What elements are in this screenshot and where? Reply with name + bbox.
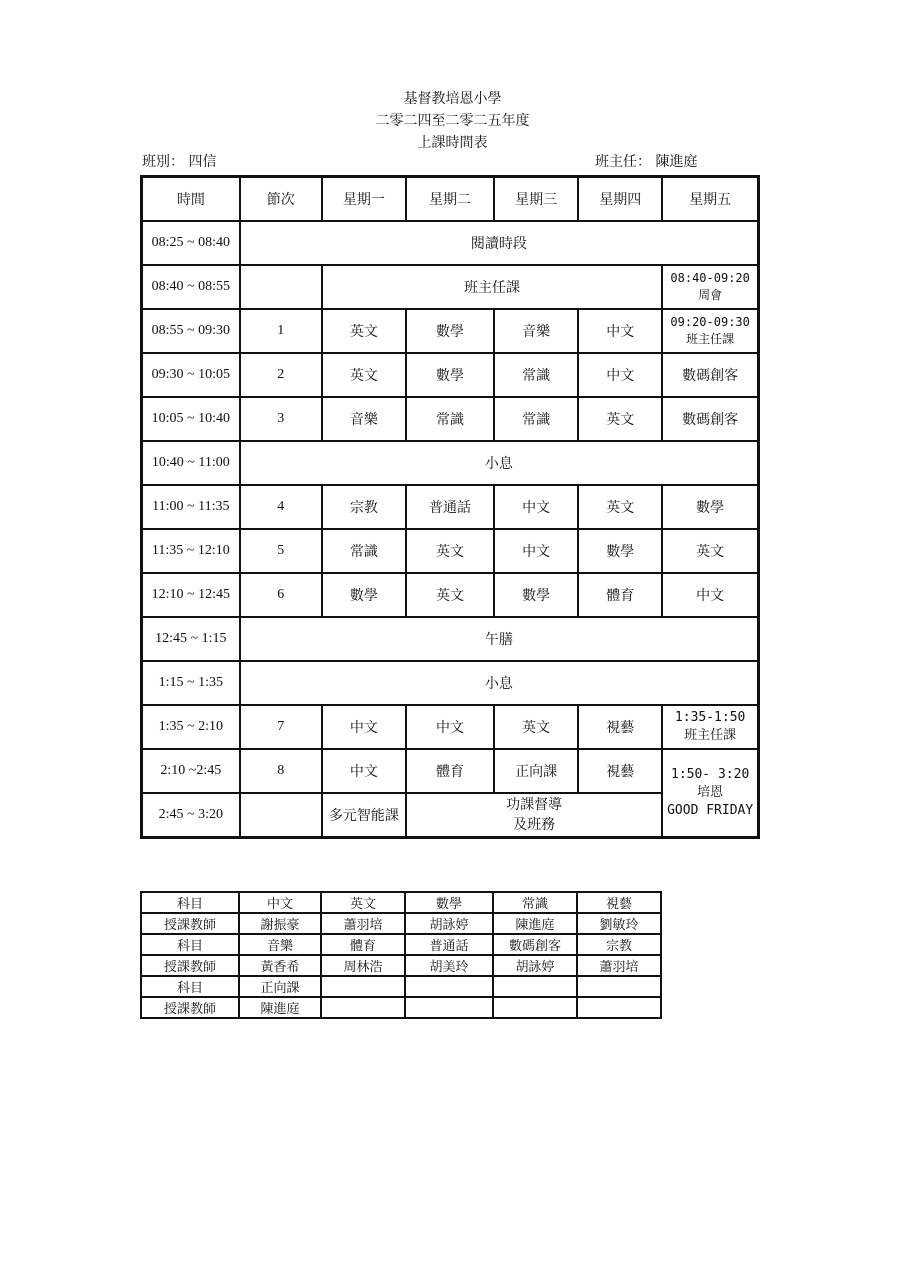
thu-cell: 英文 — [578, 397, 662, 441]
teacher-cell: 胡詠婷 — [493, 955, 577, 976]
time-cell: 08:40 ~ 08:55 — [142, 265, 240, 309]
table-row — [142, 309, 759, 353]
row-label: 科目 — [141, 976, 239, 997]
table-row — [142, 705, 759, 749]
recess-cell: 小息 — [240, 661, 759, 705]
table-row — [142, 749, 759, 793]
table-row — [142, 485, 759, 529]
mon-cell: 音樂 — [322, 397, 406, 441]
fri-label: 周會 — [698, 288, 723, 302]
time-cell: 08:55 ~ 09:30 — [142, 309, 240, 353]
time-cell: 10:40 ~ 11:00 — [142, 441, 240, 485]
teacher-cell: 劉敏玲 — [577, 913, 661, 934]
class-label: 班別： 四信 — [142, 154, 217, 170]
subject-cell: 數碼創客 — [493, 934, 577, 955]
mon-cell: 宗教 — [322, 485, 406, 529]
header-tue: 星期二 — [406, 177, 494, 222]
subject-cell: 普通話 — [405, 934, 493, 955]
teacher-cell: 胡美玲 — [405, 955, 493, 976]
table-row — [142, 661, 759, 705]
teacher-cell — [321, 997, 405, 1018]
timetable — [140, 175, 760, 839]
subject-cell — [405, 976, 493, 997]
fri-cell: 數碼創客 — [662, 353, 758, 397]
thu-cell: 英文 — [578, 485, 662, 529]
table-row — [142, 617, 759, 661]
fri-cell — [662, 705, 758, 749]
tue-cell: 體育 — [406, 749, 494, 793]
subject-row — [141, 892, 661, 913]
header-fri: 星期五 — [662, 177, 758, 222]
mon-cell: 英文 — [322, 353, 406, 397]
teacher-cell — [405, 997, 493, 1018]
teacher-cell: 胡詠婷 — [405, 913, 493, 934]
recess-cell: 小息 — [240, 441, 759, 485]
subject-cell: 視藝 — [577, 892, 661, 913]
wed-cell: 音樂 — [494, 309, 578, 353]
mon-cell: 中文 — [322, 705, 406, 749]
homework-guidance-cell — [406, 793, 662, 838]
header-time: 時間 — [142, 177, 240, 222]
wed-cell: 中文 — [494, 529, 578, 573]
reading-time-cell: 閱讀時段 — [240, 221, 759, 265]
teacher-cell: 蕭羽培 — [321, 913, 405, 934]
time-cell: 2:45 ~ 3:20 — [142, 793, 240, 838]
subject-cell: 數學 — [405, 892, 493, 913]
subject-cell — [321, 976, 405, 997]
wed-cell: 常識 — [494, 353, 578, 397]
period-cell — [240, 265, 322, 309]
fri-cell: 數學 — [662, 485, 758, 529]
table-row — [142, 265, 759, 309]
subject-row — [141, 934, 661, 955]
tue-cell: 數學 — [406, 353, 494, 397]
tue-cell: 中文 — [406, 705, 494, 749]
subject-cell: 常識 — [493, 892, 577, 913]
period-cell: 8 — [240, 749, 322, 793]
teacher-row — [141, 913, 661, 934]
teacher-row — [141, 955, 661, 976]
class-teacher-lesson-cell: 班主任課 — [322, 265, 663, 309]
subject-cell: 中文 — [239, 892, 321, 913]
mon-cell: 數學 — [322, 573, 406, 617]
time-cell: 10:05 ~ 10:40 — [142, 397, 240, 441]
table-row — [142, 353, 759, 397]
subject-cell: 體育 — [321, 934, 405, 955]
thu-cell: 數學 — [578, 529, 662, 573]
mon-cell: 中文 — [322, 749, 406, 793]
tue-cell: 常識 — [406, 397, 494, 441]
period-cell: 3 — [240, 397, 322, 441]
subject-cell — [493, 976, 577, 997]
row-label: 科目 — [141, 892, 239, 913]
table-row — [142, 441, 759, 485]
period-cell: 6 — [240, 573, 322, 617]
header-wed: 星期三 — [494, 177, 578, 222]
fri-cell — [662, 309, 758, 353]
period-cell: 5 — [240, 529, 322, 573]
teacher-cell: 周林浩 — [321, 955, 405, 976]
tue-cell: 英文 — [406, 573, 494, 617]
teacher-row — [141, 997, 661, 1018]
row-label: 授課教師 — [141, 955, 239, 976]
period-cell: 7 — [240, 705, 322, 749]
fri-good-friday-cell — [662, 749, 758, 838]
wed-cell: 英文 — [494, 705, 578, 749]
teacher-cell: 黃香希 — [239, 955, 321, 976]
teacher-cell: 陳進庭 — [239, 997, 321, 1018]
row-label: 授課教師 — [141, 997, 239, 1018]
fri-label: 班主任課 — [684, 728, 737, 743]
table-row — [142, 397, 759, 441]
fri-time: 1:35-1:50 — [674, 710, 746, 725]
fri-label: 培恩 — [697, 785, 724, 800]
period-cell: 4 — [240, 485, 322, 529]
fri-cell: 中文 — [662, 573, 758, 617]
mon-cell: 英文 — [322, 309, 406, 353]
guidance-line-2: 及班務 — [513, 817, 556, 833]
fri-event: GOOD FRIDAY — [667, 803, 754, 818]
time-cell: 2:10 ~2:45 — [142, 749, 240, 793]
time-cell: 1:15 ~ 1:35 — [142, 661, 240, 705]
fri-label: 班主任課 — [686, 332, 735, 346]
header-period: 節次 — [240, 177, 322, 222]
teacher-cell: 蕭羽培 — [577, 955, 661, 976]
time-cell: 11:00 ~ 11:35 — [142, 485, 240, 529]
teacher-cell — [493, 997, 577, 1018]
table-row — [142, 221, 759, 265]
teacher-cell: 陳進庭 — [493, 913, 577, 934]
wed-cell: 中文 — [494, 485, 578, 529]
subject-cell: 宗教 — [577, 934, 661, 955]
time-cell: 12:10 ~ 12:45 — [142, 573, 240, 617]
fri-assembly-cell — [662, 265, 758, 309]
thu-cell: 體育 — [578, 573, 662, 617]
time-cell: 09:30 ~ 10:05 — [142, 353, 240, 397]
table-row — [142, 529, 759, 573]
tue-cell: 數學 — [406, 309, 494, 353]
fri-time: 1:50- 3:20 — [671, 767, 750, 782]
time-cell: 08:25 ~ 08:40 — [142, 221, 240, 265]
period-cell: 1 — [240, 309, 322, 353]
subject-cell: 正向課 — [239, 976, 321, 997]
wed-cell: 常識 — [494, 397, 578, 441]
thu-cell: 中文 — [578, 309, 662, 353]
row-label: 授課教師 — [141, 913, 239, 934]
page-title: 上課時間表 — [417, 135, 488, 151]
thu-cell: 視藝 — [578, 705, 662, 749]
tue-cell: 英文 — [406, 529, 494, 573]
mon-cell: 多元智能課 — [322, 793, 406, 838]
wed-cell: 數學 — [494, 573, 578, 617]
teacher-cell — [577, 997, 661, 1018]
row-label: 科目 — [141, 934, 239, 955]
time-cell: 1:35 ~ 2:10 — [142, 705, 240, 749]
table-row — [142, 573, 759, 617]
school-name: 基督教培恩小學 — [403, 91, 502, 107]
thu-cell: 中文 — [578, 353, 662, 397]
fri-time: 09:20-09:30 — [670, 315, 750, 329]
header-mon: 星期一 — [322, 177, 406, 222]
subject-teacher-table — [140, 891, 662, 1019]
lunch-cell: 午膳 — [240, 617, 759, 661]
school-year: 二零二四至二零二五年度 — [375, 113, 530, 129]
time-cell: 12:45 ~ 1:15 — [142, 617, 240, 661]
fri-time: 08:40-09:20 — [670, 271, 750, 285]
period-cell: 2 — [240, 353, 322, 397]
teacher-cell: 謝振豪 — [239, 913, 321, 934]
period-cell — [240, 793, 322, 838]
fri-cell: 英文 — [662, 529, 758, 573]
wed-cell: 正向課 — [494, 749, 578, 793]
guidance-line-1: 功課督導 — [506, 797, 563, 813]
time-cell: 11:35 ~ 12:10 — [142, 529, 240, 573]
subject-cell — [577, 976, 661, 997]
header-row — [142, 177, 759, 222]
subject-cell: 音樂 — [239, 934, 321, 955]
header-thu: 星期四 — [578, 177, 662, 222]
subject-row — [141, 976, 661, 997]
tue-cell: 普通話 — [406, 485, 494, 529]
subject-cell: 英文 — [321, 892, 405, 913]
class-teacher-label: 班主任： 陳進庭 — [595, 154, 698, 170]
fri-cell: 數碼創客 — [662, 397, 758, 441]
thu-cell: 視藝 — [578, 749, 662, 793]
mon-cell: 常識 — [322, 529, 406, 573]
